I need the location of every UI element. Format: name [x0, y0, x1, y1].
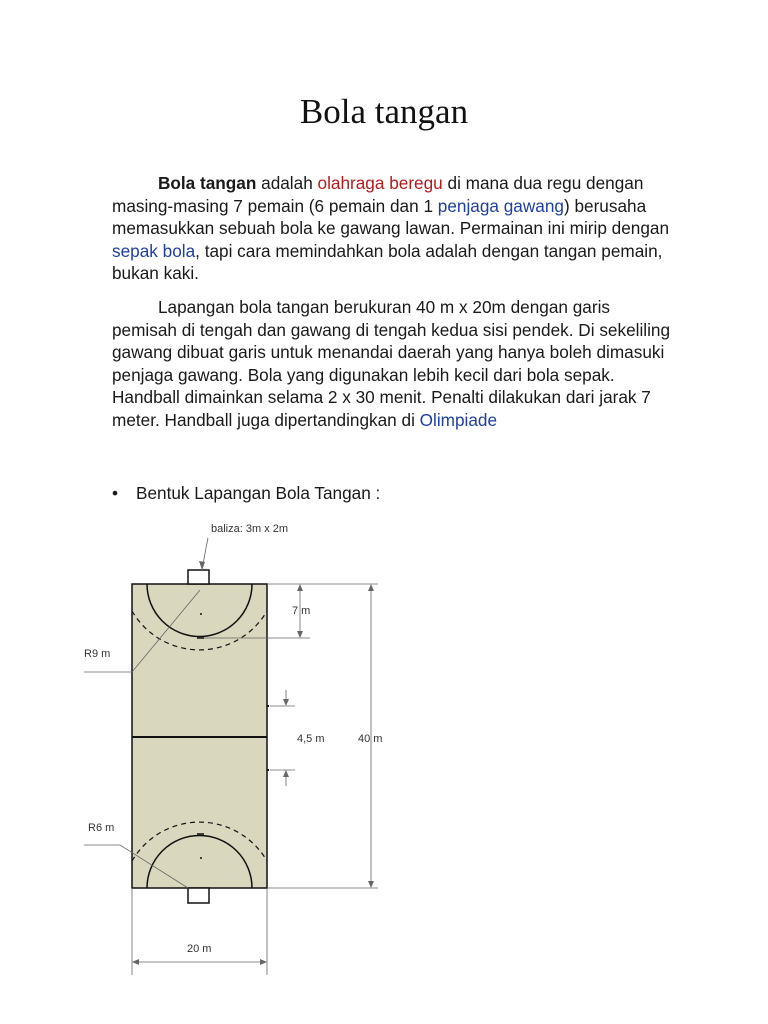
arrowhead: [368, 881, 374, 888]
bold-term: Bola tangan: [158, 173, 257, 193]
goal-bottom: [188, 888, 209, 903]
label-40m: 40 m: [358, 733, 383, 745]
text-segment: adalah: [256, 173, 318, 193]
arrowhead: [199, 561, 205, 570]
text-segment: Lapangan bola tangan berukuran 40 m x 20m dengan garis pemisah di tengah dan gawang di tengah kedua sisi pendek. Di sekeliling gawang dibuat garis untuk menandai daerah yang hanya boleh dimasuki penjaga gawang. Bola yang digunakan lebih kecil dari bola sepak. Handball dimainkan selama 2 x 30 menit. Penalti dilakukan dari jarak 7 meter. Handball juga dipertandingkan di: [112, 297, 671, 430]
arrowhead: [297, 631, 303, 638]
link-olympics[interactable]: Olimpiade: [419, 409, 498, 430]
text-segment: ) berusaha memasukkan sebuah bola ke gawang lawan. Permainan ini mirip dengan: [112, 195, 670, 238]
label-4-5m: 4,5 m: [297, 733, 325, 745]
bullet-text: Bentuk Lapangan Bola Tangan :: [136, 483, 381, 503]
text-segment: , tapi cara memindahkan bola adalah dengan tangan pemain, bukan kaki.: [112, 240, 663, 283]
link-goalkeeper[interactable]: penjaga gawang: [437, 195, 564, 216]
label-r9: R9 m: [84, 648, 111, 660]
arrowhead: [260, 959, 267, 965]
link-football[interactable]: sepak bola: [112, 240, 196, 261]
label-r6: R6 m: [88, 822, 115, 834]
text-segment: di mana dua regu dengan masing-masing 7 pemain (6 pemain dan 1: [112, 173, 644, 216]
arrowhead: [297, 584, 303, 591]
label-7m: 7 m: [292, 605, 311, 617]
arrowhead: [283, 770, 289, 777]
link-team-sport[interactable]: olahraga beregu: [317, 173, 443, 193]
label-goal-size: baliza: 3m x 2m: [211, 523, 289, 535]
goal-top: [188, 570, 209, 584]
label-20m: 20 m: [187, 943, 212, 955]
arrowhead: [132, 959, 139, 965]
arrowhead: [283, 699, 289, 706]
court-field: [132, 570, 269, 903]
arrowhead: [368, 584, 374, 591]
bullet-symbol: •: [112, 483, 119, 503]
page-title: Bola tangan: [299, 92, 469, 131]
